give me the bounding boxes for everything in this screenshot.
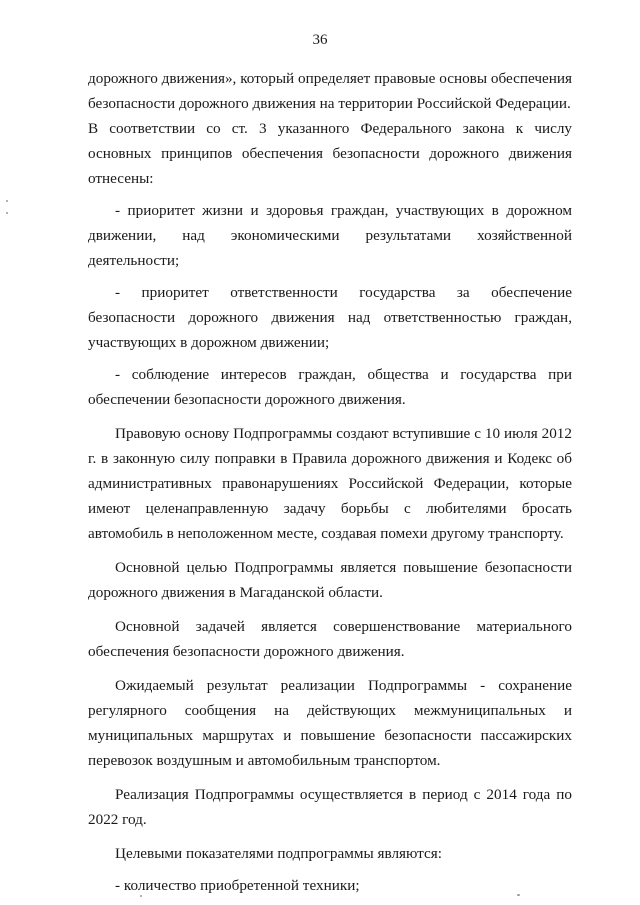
- scan-speck: [517, 894, 520, 896]
- paragraph-law-continuation: дорожного движения», который определяет правовые основы обеспечения безопасности дорожного движения на территории Российской Федерации.: [88, 70, 572, 112]
- list-item-priority-life: - приоритет жизни и здоровья граждан, участвующих в дорожном движении, над экономическими результатами хозяйственной деятельности;: [88, 202, 572, 269]
- scan-speck: [6, 200, 8, 202]
- page-number: 36: [312, 32, 328, 48]
- paragraph-legal-basis: Правовую основу Подпрограммы создают вступившие с 10 июля 2012 г. в законную силу поправки в Правила дорожного движения и Кодекс об административных правонарушениях Российской Федерации, которые имеют целенаправленную задачу борьбы с любителями бросать автомобиль в неположенном месте, создавая помехи другому транспорту.: [88, 425, 572, 542]
- paragraph-main-goal: Основной целью Подпрограммы является повышение безопасности дорожного движения в Магаданской области.: [88, 559, 572, 601]
- scan-speck: [6, 212, 8, 214]
- paragraph-target-indicators: Целевыми показателями подпрограммы являются:: [115, 845, 442, 862]
- paragraph-main-task: Основной задачей является совершенствование материального обеспечения безопасности дорожного движения.: [88, 618, 572, 660]
- paragraph-implementation-period: Реализация Подпрограммы осуществляется в период с 2014 года по 2022 год.: [88, 786, 572, 828]
- document-body: [88, 66, 572, 898]
- paragraph-principles-intro: В соответствии со ст. 3 указанного Федерального закона к числу основных принципов обеспечения безопасности дорожного движения отнесены:: [88, 120, 572, 187]
- list-item-equipment-count: - количество приобретенной техники;: [115, 877, 360, 894]
- list-item-interests: - соблюдение интересов граждан, общества и государства при обеспечении безопасности дорожного движения.: [88, 366, 572, 408]
- list-item-priority-state: - приоритет ответственности государства за обеспечение безопасности дорожного движения над ответственностью граждан, участвующих в дорожном движении;: [88, 284, 572, 351]
- scan-speck: [140, 895, 142, 897]
- paragraph-expected-result: Ожидаемый результат реализации Подпрограммы - сохранение регулярного сообщения на действующих межмуниципальных и муниципальных маршрутах и повышение безопасности пассажирских перевозок воздушным и автомобильным транспортом.: [88, 677, 572, 769]
